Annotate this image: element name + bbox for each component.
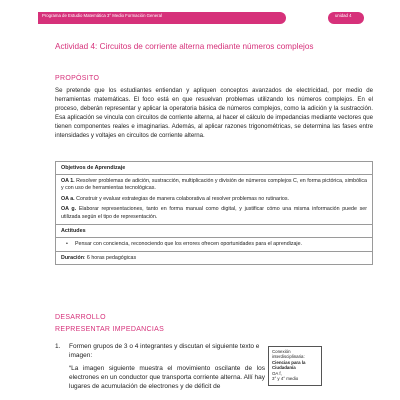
- purpose-heading: PROPÓSITO: [55, 75, 100, 82]
- purpose-paragraph: Se pretende que los estudiantes entiendan y apliquen conceptos avanzados de electricidad, por medio de herramientas matemáticas. El foco está en que resuelvan problemas utilizando los números complejos. En el proceso, deberán representar y aplicar la operatoria básica de números complejos, como la adición y la sustracción. Esa aplicación se vincula con circuitos de corriente alterna, al hacer el cálculo de impedancias mediante vectores que tienen componentes reales e imaginarias. Además, al aplicar razones trigonométricas, se determina las fases entre intensidades y voltajes en circuitos de corriente alterna.: [55, 87, 373, 140]
- duration-value: : 6 horas pedagógicas: [83, 255, 137, 262]
- program-title: Programa de Estudio Matemática 3° Medio Formación General: [42, 13, 162, 18]
- unit-badge: [328, 12, 364, 24]
- list-item-text: Formen grupos de 3 o 4 integrantes y discutan el siguiente texto e imagen:: [69, 343, 260, 360]
- attitudes-title-row: [56, 225, 372, 238]
- header-bar: [0, 0, 400, 30]
- sidebox-line-2: Ciencias para la Ciudadanía: [272, 359, 306, 371]
- objectives-title: Objetivos de Aprendizaje: [61, 165, 126, 171]
- program-banner: [38, 12, 286, 24]
- attitude-item: • Pensar con conciencia, reconociendo que los errores ofrecen oportunidades para el aprendizaje.: [61, 241, 367, 248]
- duration-label: Duración: [61, 255, 84, 262]
- attitudes-title: Actitudes: [61, 228, 86, 235]
- oa-g-label: OA g.: [61, 206, 77, 213]
- interdisciplinary-box: [268, 346, 322, 386]
- objectives-box: [55, 161, 373, 265]
- duration: [61, 255, 367, 261]
- objectives-list-row: [56, 175, 372, 225]
- oa-1-label: OA 1.: [61, 178, 75, 184]
- unit-label: unidad 4: [335, 13, 352, 18]
- oa-a-label: OA a.: [61, 195, 75, 202]
- list-item-number: 1.: [55, 343, 61, 350]
- oa-g: [61, 206, 367, 221]
- development-subheading: REPRESENTAR IMPEDANCIAS: [55, 326, 165, 333]
- oa-1-text: Resolver problemas de adición, sustracción, multiplicación y división de números complejos C, en forma pictórica, simbólica y con uso de herramientas tecnológicas.: [61, 178, 367, 192]
- oa-a: [61, 196, 367, 203]
- oa-g-text: Elaborar representaciones, tanto en forma manual como digital, y justificar cómo una misma información puede ser utilizada según el tipo de representación.: [61, 206, 367, 220]
- sidebox-line-4: 3° y 4° medio: [272, 376, 299, 382]
- sidebox-line-1: Conexión interdisciplinaria:: [272, 349, 305, 360]
- oa-1: [61, 178, 367, 193]
- oa-a-text: Construir y evaluar estrategias de manera colaborativa al resolver problemas no rutinarios.: [74, 195, 289, 202]
- list-item: [55, 342, 265, 360]
- duration-row: [56, 252, 372, 264]
- objectives-title-row: [56, 162, 372, 175]
- attitudes-list-row: [56, 238, 372, 252]
- sidebox-line-3: OA f,: [272, 370, 282, 376]
- development-heading: DESARROLLO: [55, 314, 106, 321]
- quote-text: “La imagen siguiente muestra el movimiento oscilante de los electrones en un conductor que transporta corriente alterna. Allí hay lugares de acumulación de electrones y de déficit de: [69, 365, 265, 391]
- activity-title: Actividad 4: Circuitos de corriente alterna mediante números complejos: [55, 42, 314, 51]
